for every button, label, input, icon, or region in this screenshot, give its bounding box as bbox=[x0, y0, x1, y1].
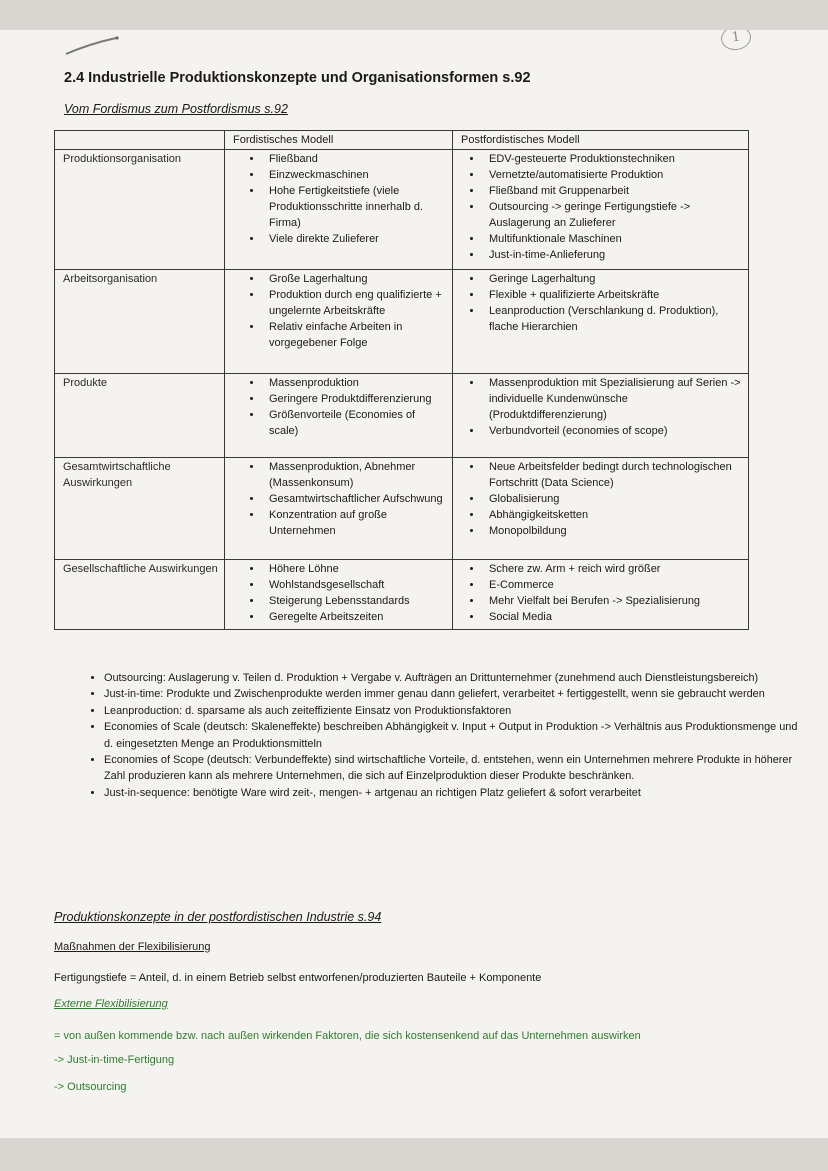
postfordist-cell bbox=[453, 150, 749, 270]
table-row bbox=[55, 270, 749, 374]
list-item: • Einzweckmaschinen bbox=[263, 167, 446, 183]
definition-item: • Outsourcing: Auslagerung v. Teilen d. Produktion + Vergabe v. Aufträgen an Drittunternehmer (zunehmend auch Dienstleistungsbereich) bbox=[104, 670, 804, 686]
list-item: • Relativ einfache Arbeiten in vorgegebener Folge bbox=[263, 319, 446, 351]
list-item: • Just-in-time-Anlieferung bbox=[483, 247, 742, 263]
list-item: • Gesamtwirtschaftlicher Aufschwung bbox=[263, 491, 446, 507]
list-item: • Viele direkte Zulieferer bbox=[263, 231, 446, 247]
row-label: Gesellschaftliche Auswirkungen bbox=[55, 560, 225, 630]
page-title: 2.4 Industrielle Produktionskonzepte und Organisationsformen s.92 bbox=[64, 70, 531, 86]
list-item: • Konzentration auf große Unternehmen bbox=[263, 507, 446, 539]
postfordist-cell bbox=[453, 270, 749, 374]
list-item: • Monopolbildung bbox=[483, 523, 742, 539]
list-item: • Verbundvorteil (economies of scope) bbox=[483, 423, 742, 439]
list-item: • Neue Arbeitsfelder bedingt durch technologischen Fortschritt (Data Science) bbox=[483, 459, 742, 491]
list-item: • Massenproduktion mit Spezialisierung auf Serien -> individuelle Kundenwünsche (Produktdifferenzierung) bbox=[483, 375, 742, 423]
list-item: -> Just-in-time-Fertigung bbox=[54, 1054, 175, 1066]
table-row bbox=[55, 374, 749, 458]
fertigungstiefe-line: Fertigungstiefe = Anteil, d. in einem Betrieb selbst entworfenen/produzierten Bauteile + Komponente bbox=[54, 972, 542, 984]
list-item: • Produktion durch eng qualifizierte + ungelernte Arbeitskräfte bbox=[263, 287, 446, 319]
row-label: Produktionsorganisation bbox=[55, 150, 225, 270]
row-label: Arbeitsorganisation bbox=[55, 270, 225, 374]
postfordist-cell bbox=[453, 560, 749, 630]
definition-item: • Just-in-time: Produkte und Zwischenprodukte werden immer genau dann geliefert, verarbeitet + fertiggestellt, wenn sie gebraucht werden bbox=[104, 686, 804, 702]
list-item: • Geregelte Arbeitszeiten bbox=[263, 609, 446, 625]
list-item: • Fließband mit Gruppenarbeit bbox=[483, 183, 742, 199]
list-item: • E-Commerce bbox=[483, 577, 742, 593]
list-item: • Schere zw. Arm + reich wird größer bbox=[483, 561, 742, 577]
fordist-cell bbox=[225, 560, 453, 630]
list-item: • Große Lagerhaltung bbox=[263, 271, 446, 287]
list-item: • Hohe Fertigkeitstiefe (viele Produktionsschritte innerhalb d. Firma) bbox=[263, 183, 446, 231]
list-item: • Abhängigkeitsketten bbox=[483, 507, 742, 523]
externe-title: Externe Flexibilisierung bbox=[54, 998, 168, 1010]
list-item: • Globalisierung bbox=[483, 491, 742, 507]
list-item: • Geringere Produktdifferenzierung bbox=[263, 391, 446, 407]
header-postfordist: Postfordistisches Modell bbox=[453, 131, 749, 150]
list-item: • Leanproduction (Verschlankung d. Produktion), flache Hierarchien bbox=[483, 303, 742, 335]
fordist-cell bbox=[225, 458, 453, 560]
definition-item: • Economies of Scope (deutsch: Verbundeffekte) sind wirtschaftliche Vorteile, d. entstehen, wenn ein Unternehmen mehrere Produkte in höherer Zahl produzieren kann als mehrere Unternehmen, die sich auf Einzelproduktion dieser Produkte beschränken. bbox=[104, 752, 804, 785]
list-item: • Höhere Löhne bbox=[263, 561, 446, 577]
row-label: Gesamtwirtschaftliche Auswirkungen bbox=[55, 458, 225, 560]
list-item: • Massenproduktion, Abnehmer (Massenkonsum) bbox=[263, 459, 446, 491]
list-item: • Steigerung Lebensstandards bbox=[263, 593, 446, 609]
list-item: • Größenvorteile (Economies of scale) bbox=[263, 407, 446, 439]
section-title: Vom Fordismus zum Postfordismus s.92 bbox=[64, 102, 288, 116]
table-row bbox=[55, 560, 749, 630]
list-item: • Wohlstandsgesellschaft bbox=[263, 577, 446, 593]
postfordist-cell bbox=[453, 458, 749, 560]
list-item: • EDV-gesteuerte Produktionstechniken bbox=[483, 151, 742, 167]
definition-item: • Just-in-sequence: benötigte Ware wird zeit-, mengen- + artgenau an richtigen Platz geliefert & sofort verarbeitet bbox=[104, 785, 804, 801]
section2-title: Produktionskonzepte in der postfordistischen Industrie s.94 bbox=[54, 910, 382, 924]
list-item: • Geringe Lagerhaltung bbox=[483, 271, 742, 287]
list-item: • Social Media bbox=[483, 609, 742, 625]
list-item: • Flexible + qualifizierte Arbeitskräfte bbox=[483, 287, 742, 303]
list-item: • Fließband bbox=[263, 151, 446, 167]
list-item: -> Outsourcing bbox=[54, 1081, 127, 1093]
header-fordist: Fordistisches Modell bbox=[225, 131, 453, 150]
list-item: • Multifunktionale Maschinen bbox=[483, 231, 742, 247]
document-page bbox=[0, 30, 828, 1138]
page-number: 1 bbox=[719, 30, 752, 52]
row-label: Produkte bbox=[55, 374, 225, 458]
definitions-list bbox=[78, 670, 804, 801]
table-row bbox=[55, 150, 749, 270]
header-empty bbox=[55, 131, 225, 150]
table-header-row bbox=[55, 131, 749, 150]
section2-subtitle: Maßnahmen der Flexibilisierung bbox=[54, 941, 211, 953]
definition-item: • Economies of Scale (deutsch: Skaleneffekte) beschreiben Abhängigkeit v. Input + Output in Produktion -> Verhältnis aus Produktionsmenge und d. eingesetzten Menge an Produktionsmitteln bbox=[104, 719, 804, 752]
list-item: • Massenproduktion bbox=[263, 375, 446, 391]
list-item: • Mehr Vielfalt bei Berufen -> Spezialisierung bbox=[483, 593, 742, 609]
fordist-cell bbox=[225, 150, 453, 270]
fordist-cell bbox=[225, 270, 453, 374]
pen-stroke-icon bbox=[64, 34, 124, 56]
fordist-cell bbox=[225, 374, 453, 458]
externe-definition: = von außen kommende bzw. nach außen wirkenden Faktoren, die sich kostensenkend auf das Unternehmen auswirken bbox=[54, 1030, 641, 1042]
definition-item: • Leanproduction: d. sparsame als auch zeiteffiziente Einsatz von Produktionsfaktoren bbox=[104, 703, 804, 719]
table-row bbox=[55, 458, 749, 560]
postfordist-cell bbox=[453, 374, 749, 458]
list-item: • Vernetzte/automatisierte Produktion bbox=[483, 167, 742, 183]
list-item: • Outsourcing -> geringe Fertigungstiefe -> Auslagerung an Zulieferer bbox=[483, 199, 742, 231]
comparison-table bbox=[54, 130, 749, 630]
